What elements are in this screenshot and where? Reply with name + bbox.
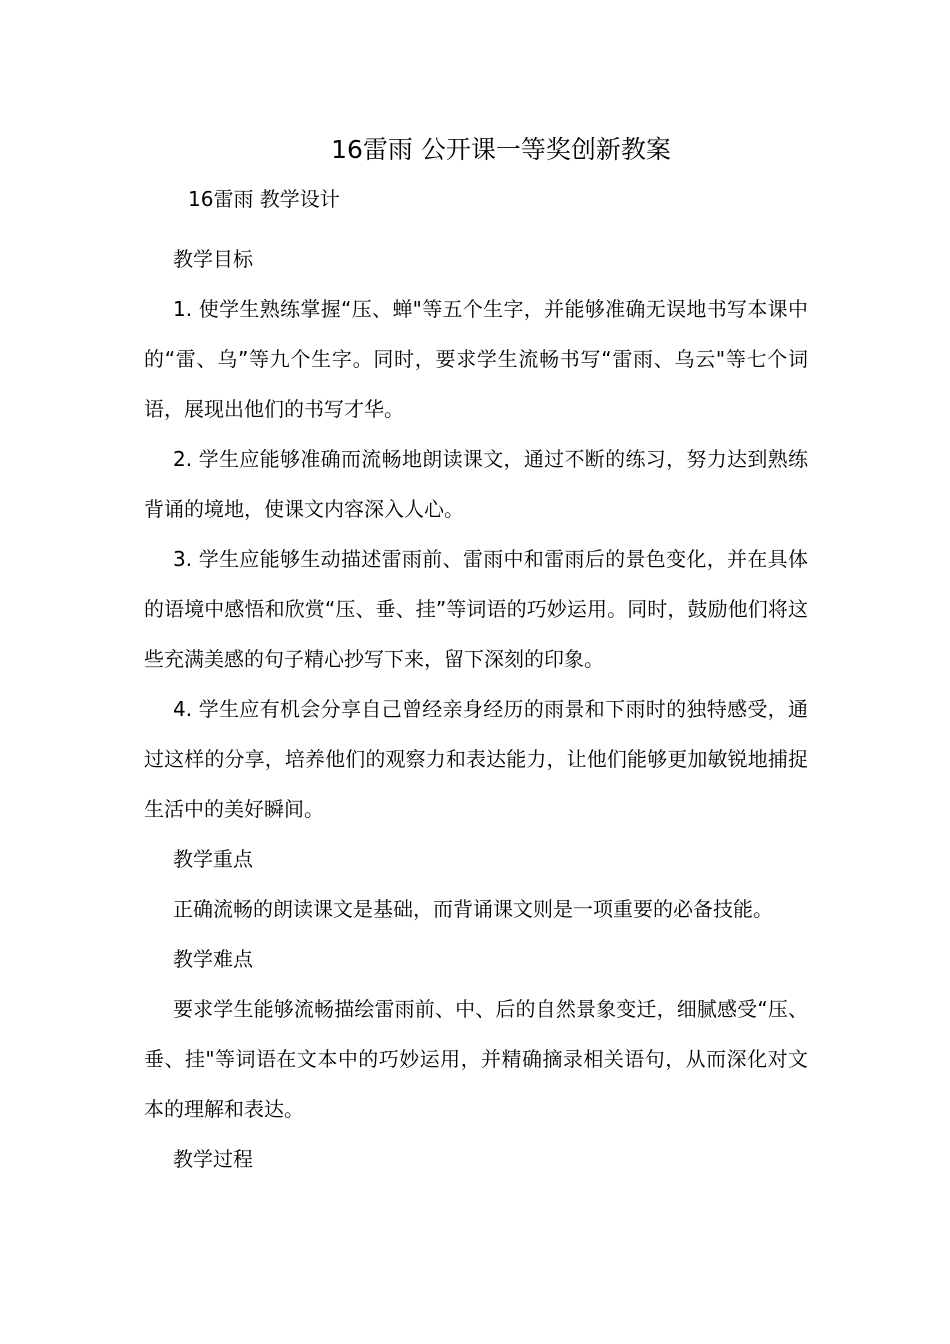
difficulties-heading: 教学难点 [173, 947, 253, 971]
objective-item-3: 3. 学生应能够生动描述雷雨前、雷雨中和雷雨后的景色变化，并在具体的语境中感悟和欣赏“压、垂、挂”等词语的巧妙运用。同时，鼓励他们将这些充满美感的句子精心抄写下来，留下深刻的印象。 [144, 547, 808, 671]
key-points-text: 正确流畅的朗读课文是基础，而背诵课文则是一项重要的必备技能。 [173, 897, 773, 921]
objective-item-4: 4. 学生应有机会分享自己曾经亲身经历的雨景和下雨时的独特感受，通过这样的分享，培养他们的观察力和表达能力，让他们能够更加敏锐地捕捉生活中的美好瞬间。 [144, 697, 808, 821]
objective-item-1: 1. 使学生熟练掌握“压、蝉"等五个生字，并能够准确无误地书写本课中的“雷、乌”等九个生字。同时，要求学生流畅书写“雷雨、乌云"等七个词语，展现出他们的书写才华。 [144, 297, 808, 421]
difficulties-text: 要求学生能够流畅描绘雷雨前、中、后的自然景象变迁，细腻感受“压、垂、挂"等词语在文本中的巧妙运用，并精确摘录相关语句，从而深化对文本的理解和表达。 [144, 997, 808, 1121]
process-heading: 教学过程 [173, 1147, 253, 1171]
document-title: 16雷雨 公开课一等奖创新教案 [331, 135, 671, 164]
objectives-heading: 教学目标 [173, 247, 253, 271]
document-body [144, 234, 808, 1184]
objective-item-2: 2. 学生应能够准确而流畅地朗读课文，通过不断的练习，努力达到熟练背诵的境地，使课文内容深入人心。 [144, 447, 808, 521]
document-subtitle: 16雷雨 教学设计 [188, 187, 340, 211]
key-points-heading: 教学重点 [173, 847, 253, 871]
